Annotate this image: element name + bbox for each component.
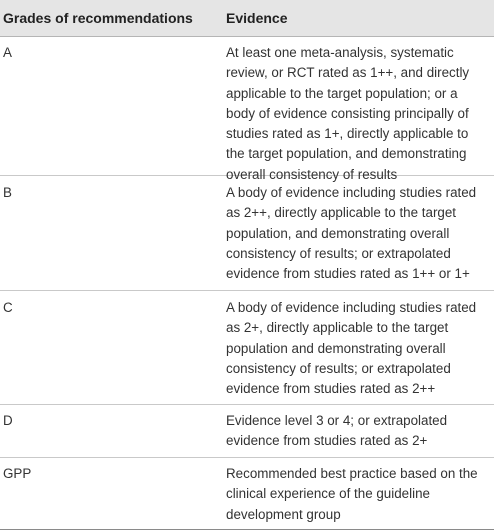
evidence-cell — [226, 298, 476, 399]
evidence-line: consistency of results; or extrapolated — [226, 360, 451, 376]
grade-cell: B — [3, 185, 12, 200]
grade-cell: GPP — [3, 466, 32, 481]
table-row-b — [0, 176, 494, 291]
evidence-line: the target population, and demonstrating — [226, 146, 467, 162]
header-evidence: Evidence — [226, 10, 288, 26]
evidence-line: population, and demonstrating overall — [226, 225, 450, 241]
table-row-a — [0, 37, 494, 182]
evidence-line: as 2++, directly applicable to the target — [226, 205, 457, 221]
evidence-line: evidence from studies rated as 1++ or 1+ — [226, 266, 470, 282]
evidence-cell — [226, 43, 469, 185]
evidence-cell — [226, 183, 476, 284]
grade-cell: D — [3, 413, 13, 428]
evidence-line: population and demonstrating overall — [226, 340, 446, 356]
evidence-cell — [226, 464, 478, 525]
evidence-line: evidence from studies rated as 2++ — [226, 381, 436, 397]
table-row-c — [0, 291, 494, 405]
grade-cell: C — [3, 300, 13, 315]
evidence-line: development group — [226, 506, 341, 522]
evidence-line: studies rated as 1+, directly applicable to — [226, 126, 469, 142]
evidence-line: A body of evidence including studies rated — [226, 185, 477, 200]
evidence-line: At least one meta-analysis, systematic — [226, 45, 454, 60]
evidence-cell — [226, 411, 447, 452]
table-row-d — [0, 405, 494, 458]
evidence-line: body of evidence consisting principally of — [226, 105, 469, 121]
header-grades: Grades of recommendations — [3, 10, 193, 26]
evidence-line: consistency of results; or extrapolated — [226, 245, 451, 261]
evidence-line: evidence from studies rated as 2+ — [226, 433, 428, 449]
evidence-line: Evidence level 3 or 4; or extrapolated — [226, 413, 448, 428]
evidence-line: Recommended best practice based on the — [226, 466, 478, 481]
evidence-line: A body of evidence including studies rated — [226, 300, 477, 315]
table-header-row — [0, 0, 494, 37]
evidence-line: review, or RCT rated as 1++, and directly — [226, 65, 470, 81]
evidence-line: applicable to the target population; or a — [226, 85, 458, 101]
table-row-gpp — [0, 458, 494, 530]
evidence-line: clinical experience of the guideline — [226, 486, 430, 502]
evidence-line: overall consistency of results — [226, 166, 398, 182]
grade-cell: A — [3, 45, 12, 60]
evidence-line: as 2+, directly applicable to the target — [226, 320, 449, 336]
